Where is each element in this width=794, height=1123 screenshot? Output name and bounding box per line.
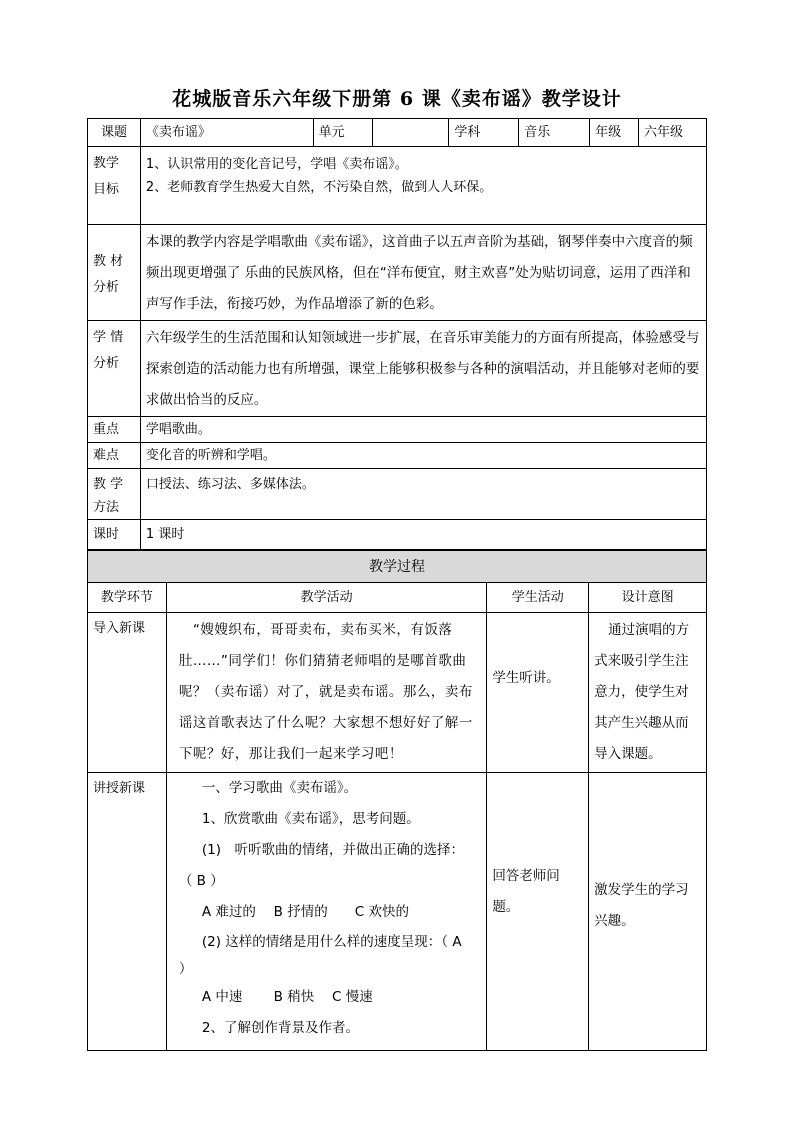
learners-text: 六年级学生的生活范围和认知领域进一步扩展，在音乐审美能力的方面有所提高，体验感受与探索创造的活动能力也有所增强，课堂上能够积极参与各种的演唱活动，并且能够对老师的要求做出恰当的反应。 <box>140 321 706 417</box>
methods-label: 教 学 方法 <box>88 469 141 520</box>
learners-label: 学 情 分析 <box>88 321 141 417</box>
activity-line: A 难过的 B 抒情的 C 欢快的 <box>201 904 409 920</box>
key-point-label: 重点 <box>88 417 141 443</box>
goals-label: 教学 目标 <box>88 147 141 225</box>
activity-line: （ B ） <box>178 873 224 889</box>
activity-line: 1、欣赏歌曲《卖布谣》，思考问题。 <box>201 811 420 827</box>
activity-line: A 中速 B 稍快 C 慢速 <box>201 989 373 1005</box>
stage-cell: 导入新课 <box>88 613 167 773</box>
column-header: 设计意图 <box>589 583 707 613</box>
difficulty-label: 难点 <box>88 443 141 469</box>
hours-value: 1 课时 <box>140 520 706 550</box>
process-table <box>87 550 707 1051</box>
page-title: 花城版音乐六年级下册第 6 课《卖布谣》教学设计 <box>172 88 622 110</box>
grade-value: 六年级 <box>639 119 707 147</box>
unit-value <box>372 119 449 147</box>
table-row <box>88 613 707 773</box>
subject-label: 学科 <box>449 119 519 147</box>
column-header: 教学活动 <box>166 583 486 613</box>
hours-label: 课时 <box>88 520 141 550</box>
material-label: 教 材 分析 <box>88 225 141 321</box>
goal-item: 1、认识常用的变化音记号，学唱《卖布谣》。 <box>145 157 408 172</box>
stage-cell: 讲授新课 <box>88 773 167 1051</box>
table-row <box>88 773 707 1051</box>
course-value: 《卖布谣》 <box>140 119 313 147</box>
student-cell: 回答老师问题。 <box>487 773 589 1051</box>
process-heading: 教学过程 <box>88 551 707 583</box>
course-label: 课题 <box>88 119 141 147</box>
material-text: 本课的教学内容是学唱歌曲《卖布谣》，这首曲子以五声音阶为基础，钢琴伴奏中六度音的频频出现更增强了 乐曲的民族风格，但在“洋布便宜，财主欢喜”处为贴切词意，运用了西洋和声写作手法，衔接巧妙，为作品增添了新的色彩。 <box>140 225 706 321</box>
activity-line: (2) 这样的情绪是用什么样的速度呈现：（ A <box>201 934 462 950</box>
difficulty-value: 变化音的听辨和学唱。 <box>140 443 706 469</box>
intent-cell: 激发学生的学习兴趣。 <box>589 773 707 1051</box>
unit-label: 单元 <box>313 119 372 147</box>
column-header: 教学环节 <box>88 583 167 613</box>
info-table <box>87 118 707 550</box>
student-cell: 学生听讲。 <box>487 613 589 773</box>
grade-label: 年级 <box>590 119 639 147</box>
activity-line: 2、了解创作背景及作者。 <box>201 1020 359 1036</box>
column-header: 学生活动 <box>487 583 589 613</box>
key-point-value: 学唱歌曲。 <box>140 417 706 443</box>
subject-value: 音乐 <box>519 119 590 147</box>
activity-cell <box>166 773 486 1051</box>
activity-cell: “嫂嫂织布，哥哥卖布，卖布买米，有饭落肚……”同学们！你们猜猜老师唱的是哪首歌曲呢？（卖布谣）对了，就是卖布谣。那么，卖布谣这首歌表达了什么呢？大家想不想好好了解一下呢？好，那让我们一起来学习吧！ <box>166 613 486 773</box>
intent-cell: 通过演唱的方式来吸引学生注意力，使学生对其产生兴趣从而导入课题。 <box>589 613 707 773</box>
methods-value: 口授法、练习法、多媒体法。 <box>140 469 706 520</box>
goals-content <box>140 147 706 225</box>
activity-line: (1) 听听歌曲的情绪，并做出正确的选择： <box>201 842 464 858</box>
goal-item: 2、老师教育学生热爱大自然，不污染自然，做到人人环保。 <box>145 180 493 195</box>
activity-line: 一、学习歌曲《卖布谣》。 <box>201 780 358 796</box>
activity-line: ） <box>178 961 193 977</box>
